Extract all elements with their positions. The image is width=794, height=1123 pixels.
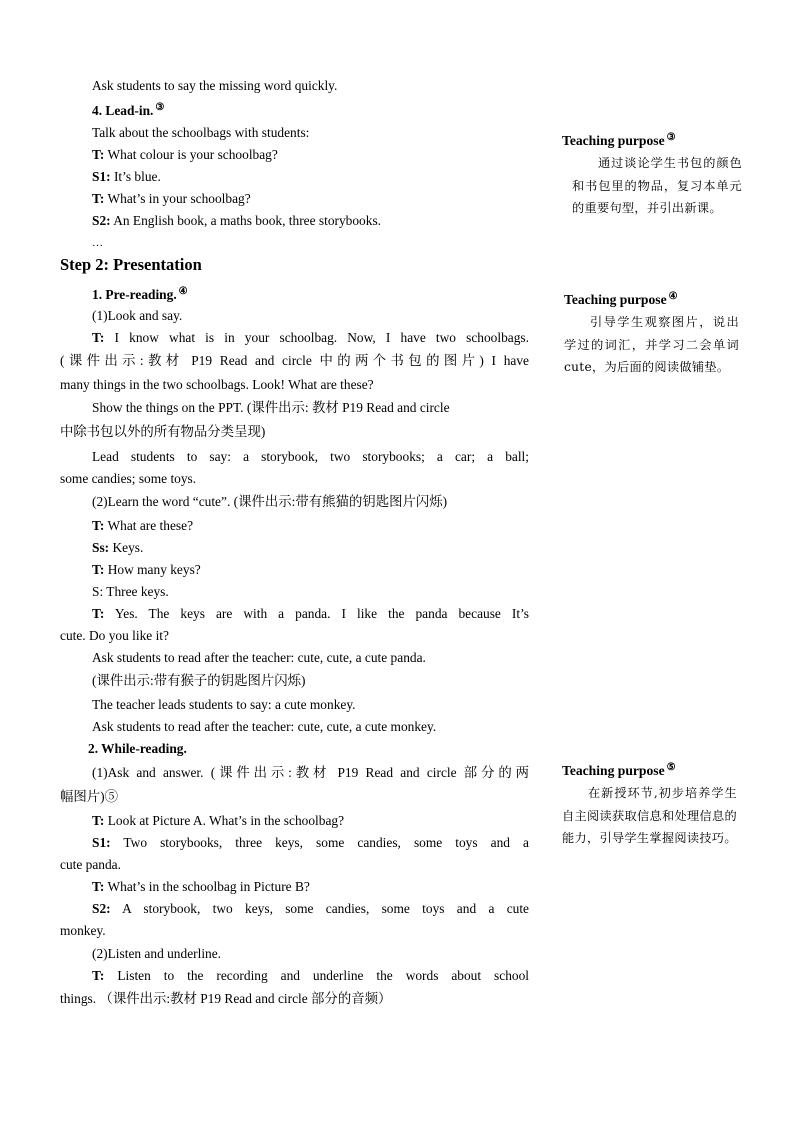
- dialogue-line: T: Yes. The keys are with a panda. I like the panda because It’s: [92, 606, 529, 621]
- dialogue-line: S1: It’s blue.: [92, 169, 161, 184]
- text-line: things. （课件出示:教材 P19 Read and circle 部分的音频）: [60, 991, 392, 1006]
- speaker: T:: [92, 879, 105, 894]
- dialogue-line: S2: An English book, a maths book, three storybooks.: [92, 213, 382, 228]
- text-line: Show the things on the PPT. (课件出示: 教材 P19 Read and circle: [92, 400, 450, 415]
- dialogue-line: T: What’s in your schoolbag?: [92, 191, 251, 206]
- dialogue-line: T: What are these?: [92, 518, 194, 533]
- dialogue-line: T: How many keys?: [92, 562, 201, 577]
- text-line: Talk about the schoolbags with students:: [92, 125, 310, 140]
- dialogue-line: T: Listen to the recording and underline the words about school: [92, 968, 529, 983]
- speaker: T:: [92, 330, 105, 345]
- text-line: cute panda.: [60, 857, 121, 872]
- footnote-mark: ④: [178, 286, 188, 297]
- text-line: Ask students to say the missing word quickly.: [92, 78, 338, 93]
- speaker: S1:: [92, 169, 111, 184]
- text-line: 幅图片)⑤: [60, 789, 119, 804]
- text-line: monkey.: [60, 923, 106, 938]
- dialogue-line: T: What colour is your schoolbag?: [92, 147, 278, 162]
- footnote-mark: ③: [155, 102, 165, 113]
- section-heading-lead-in: 4. Lead-in. ③: [92, 102, 165, 118]
- speaker: S1:: [92, 835, 111, 850]
- side-note-body: 通过谈论学生书包的颜色和书包里的物品，复习本单元的重要句型，并引出新课。: [572, 156, 742, 215]
- dialogue-line: T: What’s in the schoolbag in Picture B?: [92, 879, 310, 894]
- ellipsis: …: [92, 237, 104, 249]
- text-line: (2)Listen and underline.: [92, 946, 222, 961]
- step-heading: Step 2: Presentation: [60, 255, 202, 274]
- speaker: T:: [92, 968, 105, 983]
- side-note-title: Teaching purpose ⑤: [562, 762, 676, 778]
- side-note-title: Teaching purpose ③: [562, 132, 676, 148]
- side-note-body: 引导学生观察图片，说出学过的词汇，并学习二会单词 cute，为后面的阅读做铺垫。: [564, 315, 739, 374]
- text-line: Ask students to read after the teacher: cute, cute, a cute monkey.: [92, 719, 437, 734]
- dialogue-line: T: Look at Picture A. What’s in the schoolbag?: [92, 813, 345, 828]
- speaker: T:: [92, 813, 105, 828]
- dialogue-line: Ss: Keys.: [92, 540, 144, 555]
- text-line: Ask students to read after the teacher: cute, cute, a cute panda.: [92, 650, 426, 665]
- speaker: T:: [92, 518, 105, 533]
- text-line: S: Three keys.: [92, 584, 169, 599]
- text-line: (课件出示:带有猴子的钥匙图片闪烁): [92, 673, 306, 688]
- section-heading-pre-reading: 1. Pre-reading. ④: [92, 286, 188, 302]
- text-line: (2)Learn the word “cute”. (课件出示:带有熊猫的钥匙图片闪烁): [92, 494, 448, 509]
- section-heading-while-reading: 2. While-reading.: [88, 741, 187, 756]
- side-note-title: Teaching purpose ④: [564, 291, 678, 307]
- text-line: cute. Do you like it?: [60, 628, 169, 643]
- footnote-mark: ③: [666, 132, 676, 143]
- text-line: The teacher leads students to say: a cute monkey.: [92, 697, 356, 712]
- text-line: (1)Look and say.: [92, 308, 183, 323]
- speaker: S2:: [92, 901, 111, 916]
- speaker: T:: [92, 147, 105, 162]
- footnote-mark: ④: [668, 291, 678, 302]
- text-line: some candies; some toys.: [60, 471, 197, 486]
- speaker: T:: [92, 191, 105, 206]
- speaker: T:: [92, 562, 105, 577]
- text-line: (1)Ask and answer. (课件出示:教材 P19 Read and circle 部分的两: [92, 765, 529, 780]
- footnote-mark: ⑤: [666, 762, 676, 773]
- text-line: many things in the two schoolbags. Look! What are these?: [60, 377, 374, 392]
- speaker: Ss:: [92, 540, 110, 555]
- text-line: Lead students to say: a storybook, two storybooks; a car; a ball;: [92, 449, 529, 464]
- text-line: 中除书包以外的所有物品分类呈现): [60, 424, 266, 439]
- speaker: S2:: [92, 213, 111, 228]
- text-line: (课件出示:教材 P19 Read and circle 中的两个书包的图片) I have: [60, 353, 529, 368]
- dialogue-line: T: I know what is in your schoolbag. Now, I have two schoolbags.: [92, 330, 529, 345]
- dialogue-line: S1: Two storybooks, three keys, some candies, some toys and a: [92, 835, 529, 850]
- side-note-body: 在新授环节,初步培养学生自主阅读获取信息和处理信息的能力，引导学生掌握阅读技巧。: [562, 786, 737, 845]
- speaker: T:: [92, 606, 105, 621]
- dialogue-line: S2: A storybook, two keys, some candies, some toys and a cute: [92, 901, 529, 916]
